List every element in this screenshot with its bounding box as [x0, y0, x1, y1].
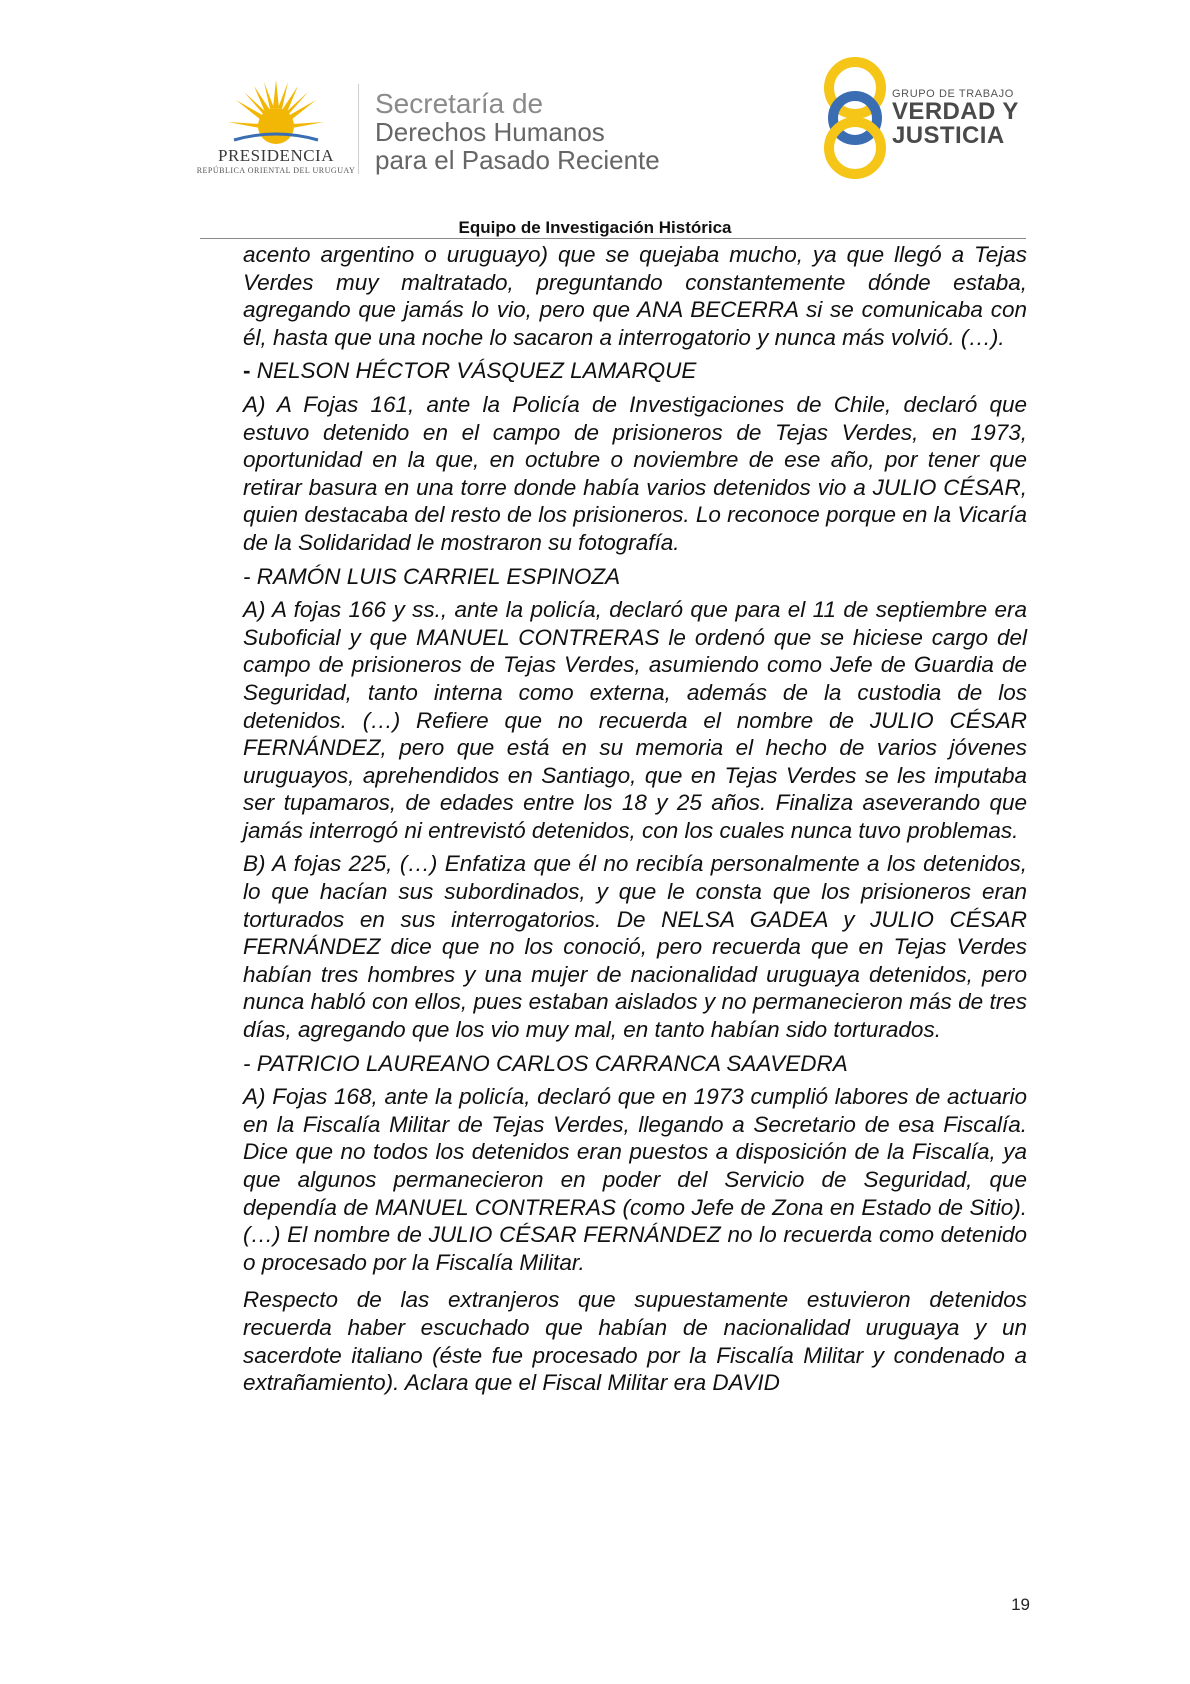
secretaria-line2: Derechos Humanos	[375, 117, 605, 147]
grupo-text	[892, 88, 1019, 148]
sun-emblem-icon	[226, 78, 326, 148]
secretaria-logo-text	[375, 90, 660, 174]
secretaria-line3: para el Pasado Reciente	[375, 145, 660, 175]
heading-carranca: - PATRICIO LAUREANO CARLOS CARRANCA SAAVEDRA	[243, 1050, 848, 1076]
grupo-line2: VERDAD Y	[892, 98, 1019, 125]
interlocked-rings-icon	[820, 56, 890, 180]
paragraph-5: A) Fojas 168, ante la policía, declaró que en 1973 cumplió labores de actuario en la Fiscalía Militar de Tejas Verdes, llegando a Secretario de esa Fiscalía. Dice que no todos los detenidos eran puestos a disposición de la Fiscalía, ya que algunos permanecieron en poder del Servicio de Seguridad, que dependía de MANUEL CONTRERAS (como Jefe de Zona en Estado de Sitio). (…) El nombre de JULIO CÉSAR FERNÁNDEZ no lo recuerda como detenido o procesado por la Fiscalía Militar.	[243, 1084, 1027, 1275]
paragraph-2: A) A Fojas 161, ante la Policía de Investigaciones de Chile, declaró que estuvo detenido en el campo de prisioneros de Tejas Verdes, en 1973, oportunidad en la que, en octubre o noviembre de ese año, por tener que retirar basura en una torre donde había varios detenidos vio a JULIO CÉSAR, quien destacaba del resto de los prisioneros. Lo reconoce porque en la Vicaría de la Solidaridad le mostraron su fotografía.	[243, 391, 1027, 555]
document-body	[243, 241, 1027, 1403]
paragraph-4: B) A fojas 225, (…) Enfatiza que él no recibía personalmente a los detenidos, lo que hacían sus subordinados, y que le consta que los prisioneros eran torturados en sus interrogatorios. De NELSA GADEA y JULIO CÉSAR FERNÁNDEZ dice que no los conoció, pero recuerda que en Tejas Verdes habían tres hombres y una mujer de nacionalidad uruguaya detenidos, pero nunca habló con ellos, pues estaban aislados y no permanecieron más de tres días, agregando que los vio muy mal, en tanto habían sido torturados.	[243, 851, 1027, 1043]
presidencia-title: PRESIDENCIA	[217, 146, 334, 165]
heading-dash: -	[243, 358, 251, 384]
grupo-line1: GRUPO DE TRABAJO	[892, 88, 1014, 100]
page-header	[0, 0, 1190, 240]
heading-carriel: - RAMÓN LUIS CARRIEL ESPINOZA	[243, 563, 621, 589]
secretaria-line1: Secretaría de	[375, 88, 544, 119]
paragraph-1: acento argentino o uruguayo) que se quejaba mucho, ya que llegó a Tejas Verdes muy maltratado, preguntando constantemente dónde estaba, agregando que jamás lo vio, pero que ANA BECERRA si se comunicaba con él, hasta que una noche lo sacaron a interrogatorio y nunca más volvió. (…).	[243, 242, 1027, 350]
heading-vasquez	[243, 357, 1027, 385]
grupo-line3: JUSTICIA	[892, 122, 1005, 149]
team-title: Equipo de Investigación Histórica	[458, 218, 732, 237]
presidencia-logo	[196, 78, 356, 178]
grupo-verdad-justicia-logo	[820, 56, 1030, 180]
paragraph-3: A) A fojas 166 y ss., ante la policía, declaró que para el 11 de septiembre era Suboficial y que MANUEL CONTRERAS le ordenó que se hiciese cargo del campo de prisioneros de Tejas Verdes, asumiendo como Jefe de Guardia de Seguridad, tanto interna como externa, además de la custodia de los detenidos. (…) Refiere que no recuerda el nombre de JULIO CÉSAR FERNÁNDEZ, pero que está en su memoria el hecho de varios jóvenes uruguayos, aprehendidos en Santiago, que en Tejas Verdes se les imputaba ser tupamaros, de edades entre los 18 y 25 años. Finaliza aseverando que jamás interrogó ni entrevistó detenidos, con los cuales nunca tuvo problemas.	[243, 597, 1027, 843]
heading-vasquez-text: NELSON HÉCTOR VÁSQUEZ LAMARQUE	[250, 358, 697, 384]
page-number: 19	[1011, 1595, 1030, 1614]
logo-divider	[358, 84, 359, 174]
presidencia-subtitle: REPÚBLICA ORIENTAL DEL URUGUAY	[196, 166, 356, 175]
paragraph-6: Respecto de las extranjeros que supuestamente estuvieron detenidos recuerda haber escuchado que habían de nacionalidad uruguaya y un sacerdote italiano (éste fue procesado por la Fiscalía Militar y condenado a extrañamiento). Aclara que el Fiscal Militar era DAVID	[243, 1287, 1027, 1396]
header-rule	[200, 238, 1026, 239]
